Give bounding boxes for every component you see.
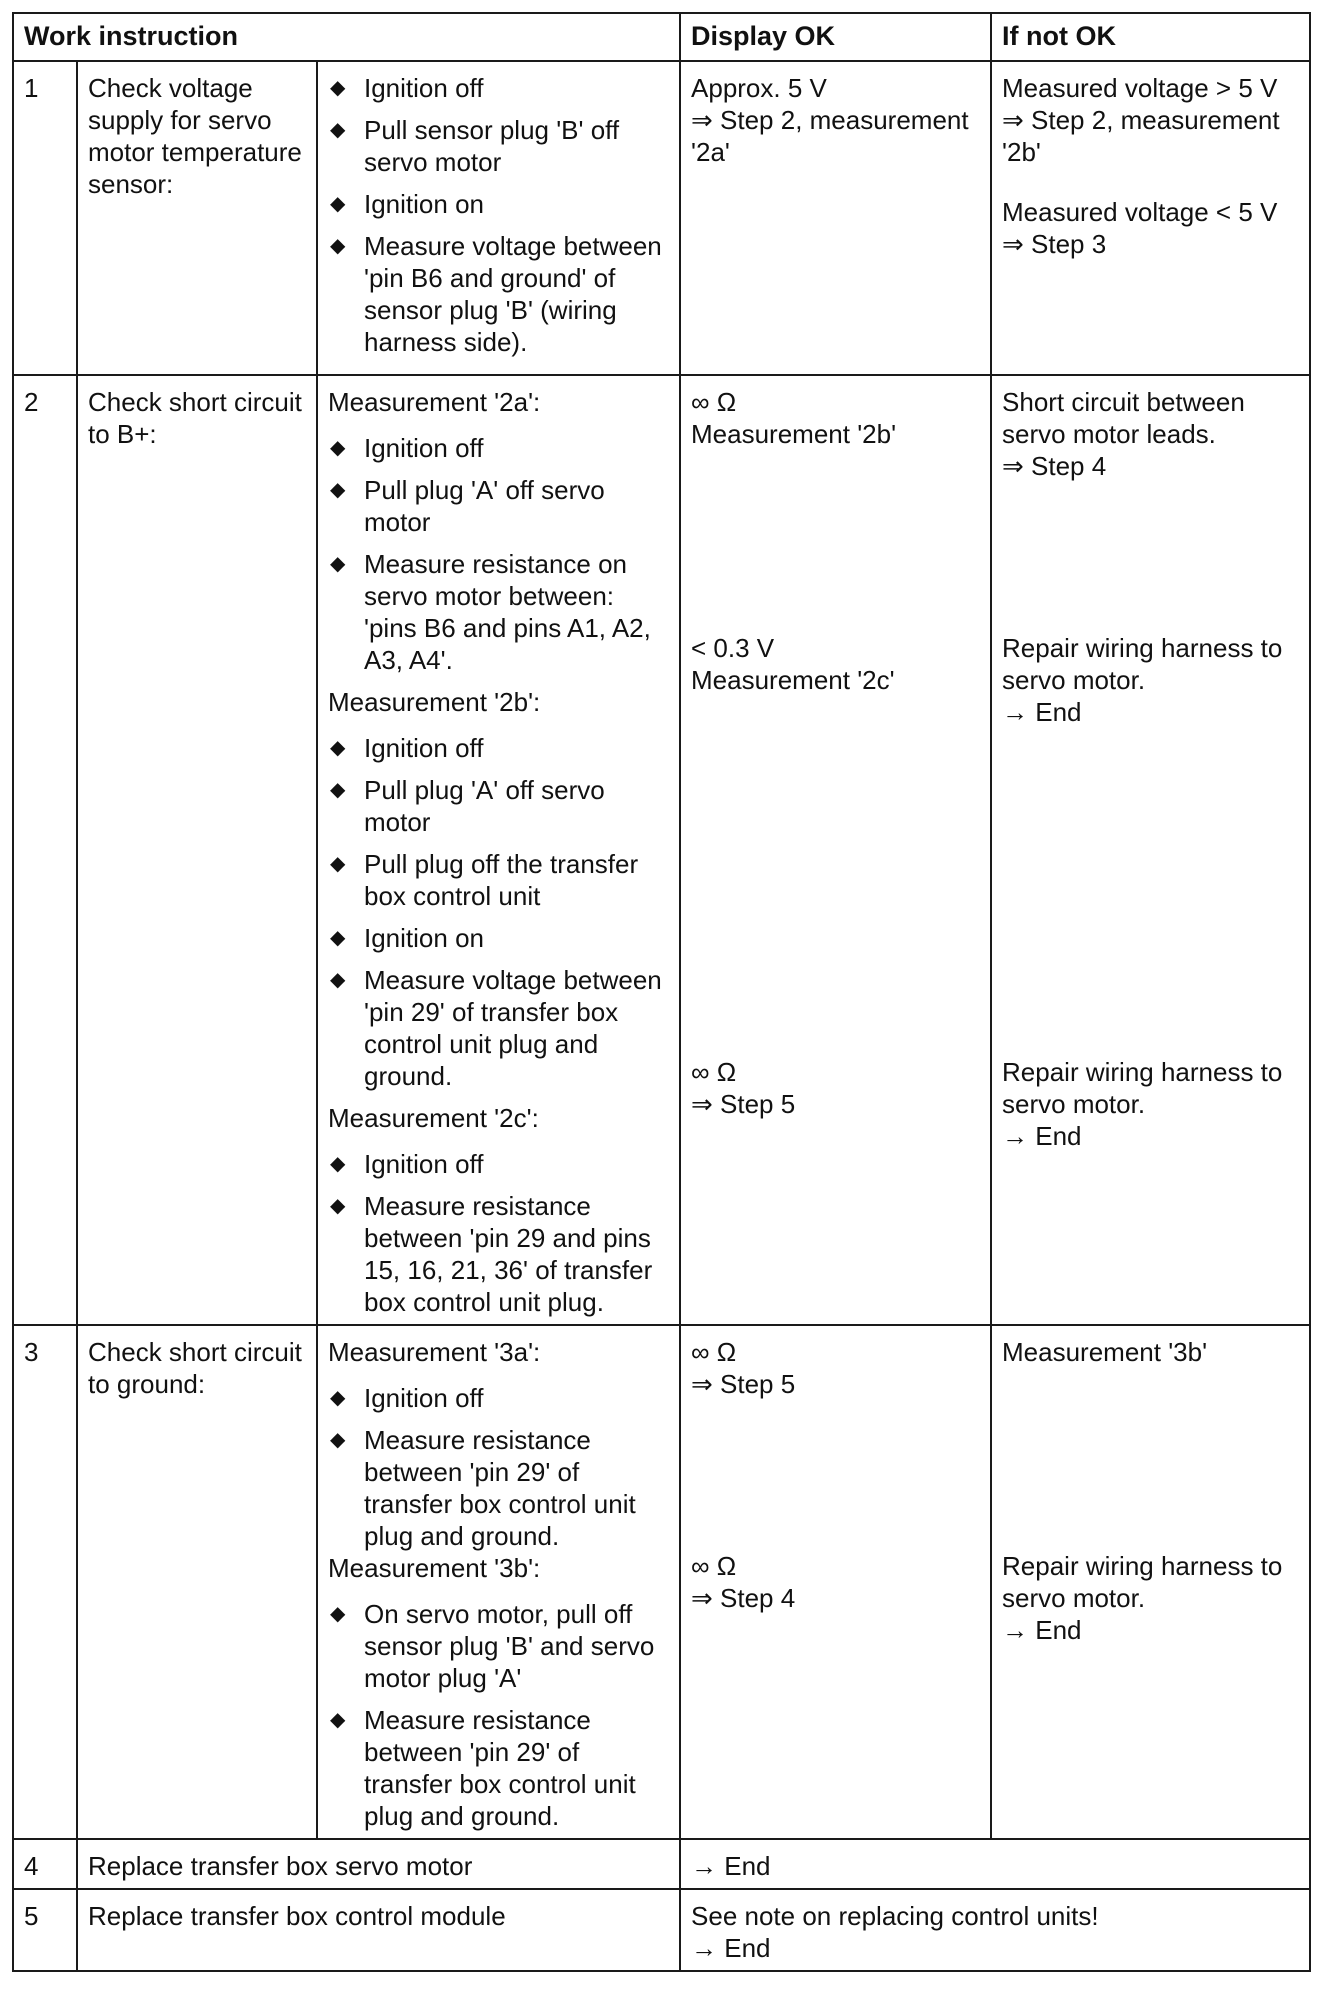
notok-action: Repair wiring harness to servo motor. xyxy=(1002,1057,1283,1119)
step-procedure xyxy=(317,375,680,1325)
list-item: ◆ Ignition off xyxy=(330,1383,484,1413)
bullet-icon: ◆ xyxy=(330,1195,346,1217)
notok-next-step: ⇒ Step 2, measurement '2b' xyxy=(1002,105,1280,167)
ok-next-step: Measurement '2b' xyxy=(691,419,897,449)
notok-action: Repair wiring harness to servo motor. xyxy=(1002,633,1283,695)
ok-value: ∞ Ω xyxy=(691,1337,737,1367)
header-row xyxy=(13,13,1310,61)
list-item: ◆ Ignition on xyxy=(330,189,484,219)
step-title: Check voltage supply for servo motor temperature sensor: xyxy=(77,61,317,375)
bullet-icon: ◆ xyxy=(330,437,346,459)
ok-next-step: ⇒ Step 5 xyxy=(691,1369,796,1399)
display-ok-cell xyxy=(680,375,991,1325)
display-ok-cell xyxy=(680,1889,1310,1971)
ok-value: ∞ Ω xyxy=(691,387,737,417)
measurement-label: Measurement '2a': xyxy=(328,387,541,417)
notok-action: Short circuit between servo motor leads. xyxy=(1002,387,1245,449)
list-item: ◆ Measure resistance between 'pin 29' of transfer box control unit plug and ground. xyxy=(330,1705,636,1831)
step-number: 3 xyxy=(13,1325,77,1839)
header-work-instruction: Work instruction xyxy=(13,13,680,61)
bullet-icon: ◆ xyxy=(330,737,346,759)
step-number: 5 xyxy=(13,1889,77,1971)
bullet-icon: ◆ xyxy=(330,235,346,257)
ok-next-step: → End xyxy=(691,1851,771,1881)
list-item: ◆ Measure resistance between 'pin 29' of transfer box control unit plug and ground. xyxy=(330,1425,636,1551)
notok-action: Measurement '3b' xyxy=(1002,1337,1208,1367)
ok-value: < 0.3 V xyxy=(691,633,775,663)
step-number: 2 xyxy=(13,375,77,1325)
bullet-icon: ◆ xyxy=(330,1429,346,1451)
if-not-ok-cell xyxy=(991,61,1310,375)
ok-value: Approx. 5 V xyxy=(691,73,827,103)
ok-value: ∞ Ω xyxy=(691,1551,737,1581)
notok-next-step: → End xyxy=(1002,1121,1082,1151)
step-row-5 xyxy=(13,1889,1310,1971)
list-item: ◆ Measure voltage between 'pin B6 and ground' of sensor plug 'B' (wiring harness side). xyxy=(330,231,662,357)
notok-condition: Measured voltage < 5 V xyxy=(1002,197,1278,227)
bullet-icon: ◆ xyxy=(330,1603,346,1625)
bullet-icon: ◆ xyxy=(330,1153,346,1175)
step-row-1 xyxy=(13,61,1310,375)
bullet-icon: ◆ xyxy=(330,119,346,141)
bullet-icon: ◆ xyxy=(330,479,346,501)
notok-next-step: → End xyxy=(1002,697,1082,727)
list-item: ◆ Pull plug 'A' off servo motor xyxy=(330,775,605,837)
list-item: ◆ Pull plug 'A' off servo motor xyxy=(330,475,605,537)
if-not-ok-cell xyxy=(991,375,1310,1325)
bullet-icon: ◆ xyxy=(330,553,346,575)
step-row-4 xyxy=(13,1839,1310,1889)
list-item: ◆ Pull sensor plug 'B' off servo motor xyxy=(330,115,620,177)
list-item: ◆ Pull plug off the transfer box control unit xyxy=(330,849,639,911)
bullet-icon: ◆ xyxy=(330,969,346,991)
notok-next-step: → End xyxy=(1002,1615,1082,1645)
list-item: ◆ Measure voltage between 'pin 29' of transfer box control unit plug and ground. xyxy=(330,965,662,1091)
if-not-ok-cell xyxy=(991,1325,1310,1839)
ok-value: ∞ Ω xyxy=(691,1057,737,1087)
list-item: ◆ Measure resistance on servo motor between: 'pins B6 and pins A1, A2, A3, A4'. xyxy=(330,549,651,675)
step-row-2 xyxy=(13,375,1310,1325)
list-item: ◆ Ignition off xyxy=(330,1149,484,1179)
work-instruction-sheet xyxy=(12,12,1311,1972)
step-title: Check short circuit to B+: xyxy=(77,375,317,1325)
bullet-icon: ◆ xyxy=(330,779,346,801)
measurement-label: Measurement '3b': xyxy=(328,1553,541,1583)
notok-action: Repair wiring harness to servo motor. xyxy=(1002,1551,1283,1613)
display-ok-cell xyxy=(680,1325,991,1839)
ok-next-step: ⇒ Step 2, measurement '2a' xyxy=(691,105,969,167)
step-number: 1 xyxy=(13,61,77,375)
bullet-icon: ◆ xyxy=(330,927,346,949)
step-number: 4 xyxy=(13,1839,77,1889)
list-item: ◆ Ignition on xyxy=(330,923,484,953)
ok-next-step: ⇒ Step 4 xyxy=(691,1583,796,1613)
bullet-icon: ◆ xyxy=(330,77,346,99)
display-ok-cell xyxy=(680,61,991,375)
notok-next-step: ⇒ Step 4 xyxy=(1002,451,1107,481)
step-procedure xyxy=(317,1325,680,1839)
ok-note: See note on replacing control units! xyxy=(691,1901,1099,1931)
ok-next-step: ⇒ Step 5 xyxy=(691,1089,796,1119)
measurement-label: Measurement '2b': xyxy=(328,687,541,717)
ok-next-step: → End xyxy=(691,1933,771,1963)
list-item: ◆ Ignition off xyxy=(330,733,484,763)
bullet-icon: ◆ xyxy=(330,193,346,215)
header-display-ok: Display OK xyxy=(680,13,991,61)
measurement-label: Measurement '2c': xyxy=(328,1103,539,1133)
step-title: Check short circuit to ground: xyxy=(77,1325,317,1839)
bullet-icon: ◆ xyxy=(330,1709,346,1731)
notok-next-step: ⇒ Step 3 xyxy=(1002,229,1107,259)
list-item: ◆ Ignition off xyxy=(330,433,484,463)
list-item: ◆ On servo motor, pull off sensor plug 'B' and servo motor plug 'A' xyxy=(330,1599,655,1693)
step-procedure xyxy=(317,61,680,375)
work-instruction-table xyxy=(12,12,1311,1972)
measurement-label: Measurement '3a': xyxy=(328,1337,541,1367)
step-title: Replace transfer box servo motor xyxy=(77,1839,680,1889)
step-title: Replace transfer box control module xyxy=(77,1889,680,1971)
bullet-icon: ◆ xyxy=(330,853,346,875)
header-if-not-ok: If not OK xyxy=(991,13,1310,61)
bullet-icon: ◆ xyxy=(330,1387,346,1409)
display-ok-cell xyxy=(680,1839,1310,1889)
ok-next-step: Measurement '2c' xyxy=(691,665,895,695)
step-row-3 xyxy=(13,1325,1310,1839)
list-item: ◆ Measure resistance between 'pin 29 and pins 15, 16, 21, 36' of transfer box control unit plug. xyxy=(330,1191,653,1317)
list-item: ◆ Ignition off xyxy=(330,73,484,103)
notok-condition: Measured voltage > 5 V xyxy=(1002,73,1278,103)
